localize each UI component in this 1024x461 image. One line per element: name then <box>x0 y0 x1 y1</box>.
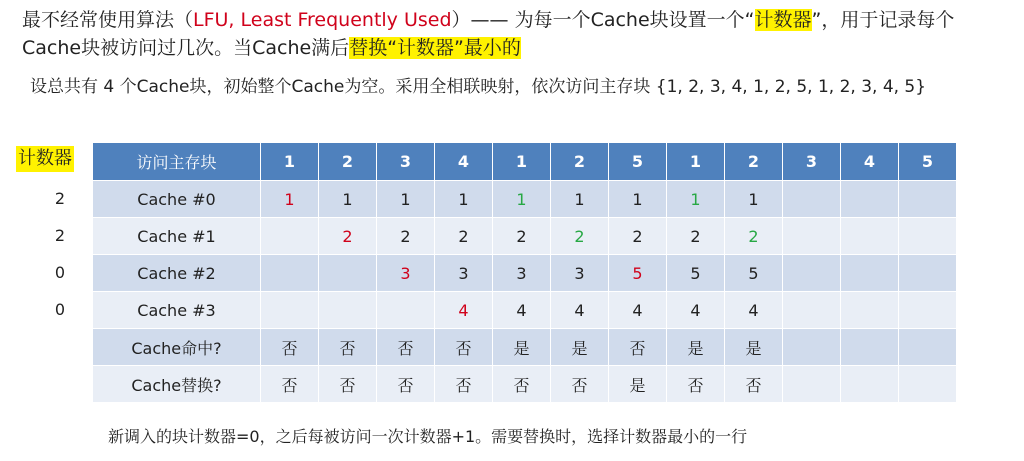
table-cell <box>841 181 899 218</box>
table-cell: 否 <box>609 329 667 366</box>
table-cell: 4 <box>551 292 609 329</box>
table-cell <box>783 218 841 255</box>
sequence-cell: 1 <box>261 143 319 181</box>
table-cell: 是 <box>551 329 609 366</box>
table-cell <box>783 181 841 218</box>
table-row <box>93 366 957 403</box>
table-cell <box>899 329 957 366</box>
intro-text-1: 最不经常使用算法（ <box>22 9 194 31</box>
lfu-term: LFU, Least Frequently Used <box>193 9 452 31</box>
table-cell: 否 <box>493 366 551 403</box>
table-cell <box>261 255 319 292</box>
table-cell: 是 <box>725 329 783 366</box>
table-cell <box>783 292 841 329</box>
table-cell <box>899 218 957 255</box>
table-cell: 2 <box>667 218 725 255</box>
table-cell: 否 <box>377 329 435 366</box>
table-cell: 否 <box>551 366 609 403</box>
table-cell <box>783 329 841 366</box>
sequence-cell: 2 <box>551 143 609 181</box>
table-cell: 2 <box>493 218 551 255</box>
counter-value: 2 <box>54 189 66 208</box>
row-label: Cache #2 <box>93 255 261 292</box>
table-cell: 4 <box>667 292 725 329</box>
table-cell: 否 <box>319 329 377 366</box>
table-cell: 否 <box>435 366 493 403</box>
table-cell: 4 <box>493 292 551 329</box>
table-cell: 是 <box>667 329 725 366</box>
table-cell: 4 <box>609 292 667 329</box>
table-cell <box>261 292 319 329</box>
replace-highlight: 替换“计数器”最小的 <box>349 37 521 59</box>
header-label: 访问主存块 <box>93 143 261 181</box>
sequence-cell: 2 <box>319 143 377 181</box>
table-cell: 5 <box>725 255 783 292</box>
table-cell <box>261 218 319 255</box>
table-cell: 否 <box>261 329 319 366</box>
table-cell: 否 <box>435 329 493 366</box>
table-cell: 3 <box>493 255 551 292</box>
table-row <box>93 292 957 329</box>
table-cell: 2 <box>377 218 435 255</box>
setup-text: 设总共有 4 个Cache块，初始整个Cache为空。采用全相联映射，依次访问主存块 {1, 2, 3, 4, 1, 2, 5, 1, 2, 3, 4, 5} <box>30 77 927 97</box>
table-cell <box>899 366 957 403</box>
table-row <box>93 181 957 218</box>
table-cell: 3 <box>377 255 435 292</box>
table-cell: 1 <box>609 181 667 218</box>
table-cell: 2 <box>435 218 493 255</box>
table-cell: 3 <box>551 255 609 292</box>
table-cell: 2 <box>319 218 377 255</box>
counter-value: 2 <box>54 226 66 245</box>
counter-title: 计数器 <box>16 146 74 172</box>
row-label: Cache命中? <box>93 329 261 366</box>
lfu-table <box>92 142 957 403</box>
sequence-cell: 5 <box>899 143 957 181</box>
table-cell <box>841 329 899 366</box>
intro-paragraph <box>22 6 1012 62</box>
table-cell: 1 <box>725 181 783 218</box>
table-cell: 1 <box>377 181 435 218</box>
sequence-cell: 3 <box>377 143 435 181</box>
table-cell: 1 <box>261 181 319 218</box>
table-cell: 4 <box>725 292 783 329</box>
table-row <box>93 218 957 255</box>
counter-highlight: 计数器 <box>754 9 812 31</box>
table-cell: 1 <box>493 181 551 218</box>
table-cell: 否 <box>261 366 319 403</box>
intro-text-2: ）—— 为每一个Cache块设置一个“ <box>451 9 755 31</box>
intro-text-3: ”，用于记录每个Cache块被访问过几次。当Cache满后 <box>22 9 955 59</box>
sequence-cell: 1 <box>493 143 551 181</box>
table-cell <box>899 181 957 218</box>
table-cell: 是 <box>493 329 551 366</box>
counter-column <box>40 180 80 328</box>
counter-value: 0 <box>54 300 66 319</box>
table-cell: 2 <box>725 218 783 255</box>
table-cell <box>783 366 841 403</box>
footer-note: 新调入的块计数器=0，之后每被访问一次计数器+1。需要替换时，选择计数器最小的一行 <box>108 427 748 446</box>
sequence-cell: 4 <box>435 143 493 181</box>
sequence-cell: 1 <box>667 143 725 181</box>
row-label: Cache #0 <box>93 181 261 218</box>
table-cell: 否 <box>667 366 725 403</box>
row-label: Cache替换? <box>93 366 261 403</box>
table-row <box>93 255 957 292</box>
table-cell <box>783 255 841 292</box>
table-cell <box>899 255 957 292</box>
table-cell <box>841 255 899 292</box>
table-cell: 否 <box>319 366 377 403</box>
table-cell: 1 <box>319 181 377 218</box>
table-cell <box>377 292 435 329</box>
row-label: Cache #1 <box>93 218 261 255</box>
table-cell: 否 <box>377 366 435 403</box>
table-cell <box>319 255 377 292</box>
table-cell: 4 <box>435 292 493 329</box>
table-cell: 1 <box>551 181 609 218</box>
table-cell: 2 <box>609 218 667 255</box>
table-cell: 5 <box>609 255 667 292</box>
table-cell <box>319 292 377 329</box>
sequence-cell: 5 <box>609 143 667 181</box>
table-cell: 2 <box>551 218 609 255</box>
table-cell: 否 <box>725 366 783 403</box>
table-cell: 1 <box>435 181 493 218</box>
table-body <box>93 181 957 403</box>
sequence-cell: 4 <box>841 143 899 181</box>
table-cell: 5 <box>667 255 725 292</box>
table-cell: 3 <box>435 255 493 292</box>
row-label: Cache #3 <box>93 292 261 329</box>
table-cell: 是 <box>609 366 667 403</box>
table-cell <box>841 292 899 329</box>
table-row <box>93 329 957 366</box>
sequence-cell: 2 <box>725 143 783 181</box>
table-cell <box>899 292 957 329</box>
table-cell <box>841 218 899 255</box>
counter-value: 0 <box>54 263 66 282</box>
table-header-row <box>93 143 957 181</box>
table-cell <box>841 366 899 403</box>
table-cell: 1 <box>667 181 725 218</box>
sequence-cell: 3 <box>783 143 841 181</box>
